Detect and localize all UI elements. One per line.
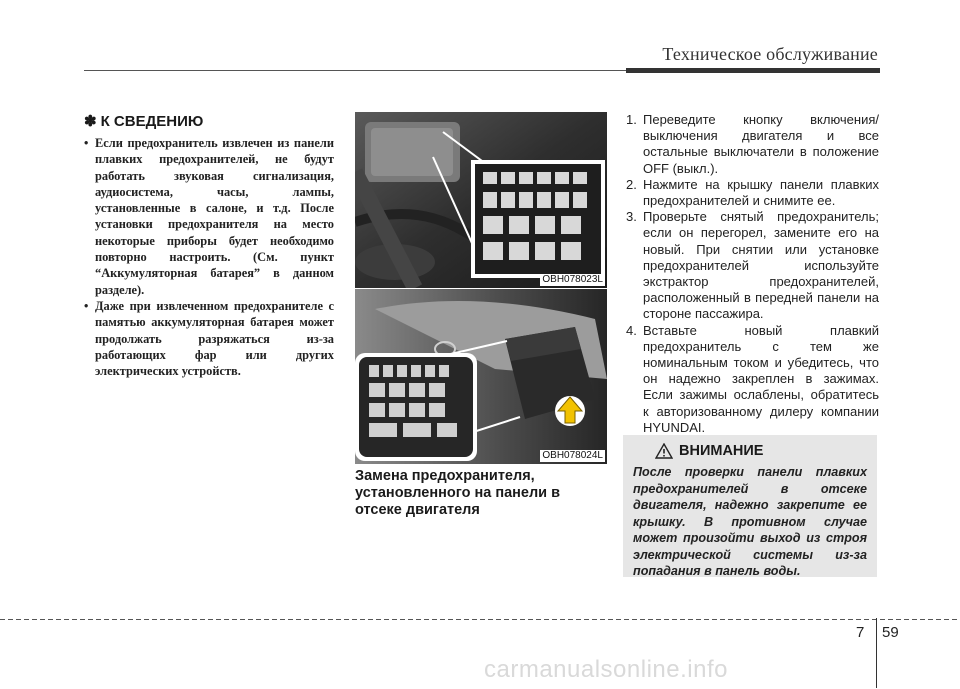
info-bullet: • Если предохранитель извлечен из панели плавких предохранителей, не будут работать звуковая сигнализация, аудиосистема, часы, лампы, установленные в салоне, и т.д. После установки предохранителя на место некоторые приборы будет необходимо повторно настроить. (См. пункт “Аккумуляторная батарея” в данном разделе). <box>84 135 334 298</box>
push-arrow-icon <box>555 396 585 426</box>
page-number: 59 <box>882 624 899 641</box>
watermark: carmanualsonline.info <box>484 656 728 683</box>
info-bullet: • Даже при извлеченном предохранителе с памятью аккумуляторная батарея может продолжать разряжаться из-за работающих фар или других электрических устройств. <box>84 298 334 379</box>
footer-rule <box>0 619 960 620</box>
step-item <box>623 209 879 322</box>
caution-box <box>623 435 877 577</box>
caution-text: После проверки панели плавких предохранителей в отсеке двигателя, надежно закрепите ее крышку. В противном случае может произойти выход из строя электрической системы из-за попадания в панель воды. <box>633 465 867 578</box>
header-rule-accent <box>626 68 880 73</box>
step-text: Переведите кнопку включения/ выключения двигателя и все остальные выключатели в положение OFF (выкл.). <box>643 112 879 176</box>
procedure-steps <box>623 112 879 436</box>
step-item <box>623 323 879 436</box>
page-number-divider <box>876 618 877 688</box>
figure-code-label: OBH078023L <box>542 274 603 285</box>
info-heading-text: К СВЕДЕНИЮ <box>100 112 204 130</box>
asterisk-icon: ✽ <box>84 113 97 130</box>
page-header-title: Техническое обслуживание <box>662 44 878 64</box>
step-number: 3. <box>626 209 637 225</box>
section-number: 7 <box>856 624 865 641</box>
info-note <box>84 112 334 379</box>
engine-bay-photo-top <box>355 112 607 288</box>
step-text: Нажмите на крышку панели плавких предохранителей и снимите ее. <box>643 176 879 209</box>
figure-engine-bay-fuse-box <box>355 289 607 464</box>
engine-bay-photo-bottom <box>355 289 607 464</box>
step-number: 1. <box>626 112 637 127</box>
figure-code-label: OBH078024L <box>542 450 603 461</box>
figure-fuse-panel-closeup <box>355 112 607 288</box>
step-item <box>623 177 879 209</box>
warning-triangle-icon <box>655 443 673 459</box>
caution-heading-text: ВНИМАНИЕ <box>679 443 764 459</box>
step-text: Проверьте снятый предохранитель; если он перегорел, замените его на новый. При снятии или установке предохранителей используйте экстрактор предохранителей, расположенный в передней панели на стороне пассажира. <box>643 209 879 322</box>
figure-caption: Замена предохранителя, установленного на панели в отсеке двигателя <box>355 468 561 518</box>
info-heading <box>84 112 334 130</box>
step-item <box>623 112 879 177</box>
step-text: Вставьте новый плавкий предохранитель с тем же номинальным током и убедитесь, что он надежно закреплен в зажимах. Если зажимы ослаблены, обратитесь к авторизованному дилеру компании HYUNDAI. <box>643 322 879 435</box>
step-number: 4. <box>626 322 637 338</box>
step-number: 2. <box>626 176 637 192</box>
steps-list <box>623 112 879 436</box>
caution-heading <box>655 443 867 459</box>
info-bullet-list <box>84 135 334 379</box>
